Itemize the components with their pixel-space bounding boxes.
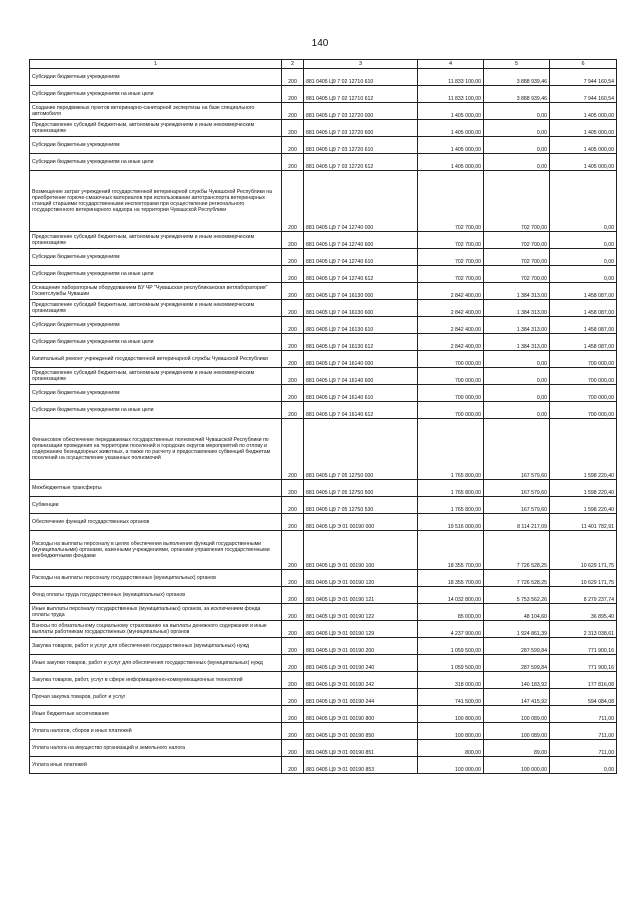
row-approved: 702 700,00 xyxy=(418,266,484,283)
table-row xyxy=(30,232,617,249)
row-approved: 1 405 000,00 xyxy=(418,120,484,137)
row-name: Предоставление субсидий бюджетным, автономным учреждениям и иным некоммерческим организациям xyxy=(30,232,282,249)
table-row xyxy=(30,621,617,638)
row-code: 200 xyxy=(282,587,304,604)
row-executed: 3 888 939,46 xyxy=(484,69,550,86)
row-code: 200 xyxy=(282,385,304,402)
row-code: 200 xyxy=(282,419,304,480)
row-remainder: 0,00 xyxy=(550,757,617,774)
row-approved: 700 000,00 xyxy=(418,368,484,385)
row-code: 200 xyxy=(282,740,304,757)
row-name: Субсидии бюджетным учреждениям xyxy=(30,137,282,154)
row-remainder: 711,00 xyxy=(550,740,617,757)
table-row xyxy=(30,137,617,154)
row-remainder: 7 944 160,54 xyxy=(550,86,617,103)
row-approved: 800,00 xyxy=(418,740,484,757)
row-kbk: 881 0405 Ц9 7 04 16140 610 xyxy=(304,385,418,402)
table-row xyxy=(30,154,617,171)
table-row xyxy=(30,368,617,385)
row-remainder: 700 000,00 xyxy=(550,402,617,419)
row-code: 200 xyxy=(282,531,304,570)
row-approved: 2 842 400,00 xyxy=(418,300,484,317)
row-approved: 1 405 000,00 xyxy=(418,137,484,154)
row-remainder: 711,00 xyxy=(550,706,617,723)
row-executed: 8 114 217,09 xyxy=(484,514,550,531)
row-remainder: 36 895,40 xyxy=(550,604,617,621)
row-name: Закупка товаров, работ и услуг для обеспечения государственных (муниципальных) нужд xyxy=(30,638,282,655)
row-approved: 1 059 500,00 xyxy=(418,655,484,672)
row-kbk: 881 0405 Ц9 Э 01 00190 100 xyxy=(304,531,418,570)
row-code: 200 xyxy=(282,514,304,531)
row-kbk: 881 0405 Ц9 7 04 16130 612 xyxy=(304,334,418,351)
row-code: 200 xyxy=(282,706,304,723)
row-remainder: 771 900,16 xyxy=(550,638,617,655)
row-code: 200 xyxy=(282,300,304,317)
row-remainder: 1 598 220,40 xyxy=(550,497,617,514)
row-executed: 3 888 939,46 xyxy=(484,86,550,103)
table-row xyxy=(30,480,617,497)
row-name: Финансовое обеспечение передаваемых государственных полномочий Чувашской Республики по организации проведения на территории поселений и городских округов мероприятий по отлову и содержанию безнадзорных животных, а также по расчету и предоставлению субвенций бюджетам поселений на осуществление указанных полномочий xyxy=(30,419,282,480)
row-remainder: 1 405 000,00 xyxy=(550,103,617,120)
row-approved: 1 059 500,00 xyxy=(418,638,484,655)
column-header-5: 5 xyxy=(484,60,550,69)
row-code: 200 xyxy=(282,604,304,621)
row-code: 200 xyxy=(282,497,304,514)
row-name: Иные бюджетные ассигнования xyxy=(30,706,282,723)
table-row xyxy=(30,120,617,137)
row-name: Предоставление субсидий бюджетным, автономным учреждениям и иным некоммерческим организациям xyxy=(30,368,282,385)
row-code: 200 xyxy=(282,638,304,655)
row-approved: 1 405 000,00 xyxy=(418,103,484,120)
row-code: 200 xyxy=(282,570,304,587)
row-kbk: 881 0405 Ц9 7 05 12750 000 xyxy=(304,419,418,480)
row-approved: 702 700,00 xyxy=(418,232,484,249)
row-name: Субвенции xyxy=(30,497,282,514)
row-code: 200 xyxy=(282,137,304,154)
row-executed: 140 183,92 xyxy=(484,672,550,689)
row-executed: 48 104,60 xyxy=(484,604,550,621)
row-executed: 0,00 xyxy=(484,137,550,154)
row-executed: 5 753 562,26 xyxy=(484,587,550,604)
row-code: 200 xyxy=(282,480,304,497)
row-code: 200 xyxy=(282,103,304,120)
row-name: Субсидии бюджетным учреждениям xyxy=(30,385,282,402)
row-executed: 89,00 xyxy=(484,740,550,757)
row-name: Межбюджетные трансферты xyxy=(30,480,282,497)
table-row xyxy=(30,587,617,604)
row-executed: 702 700,00 xyxy=(484,171,550,232)
row-remainder: 1 405 000,00 xyxy=(550,154,617,171)
table-row xyxy=(30,740,617,757)
row-executed: 287 599,84 xyxy=(484,638,550,655)
column-header-2: 2 xyxy=(282,60,304,69)
row-name: Субсидии бюджетным учреждениям на иные цели xyxy=(30,334,282,351)
row-approved: 18 355 700,00 xyxy=(418,531,484,570)
page-number: 140 xyxy=(311,38,329,49)
column-header-1: 1 xyxy=(30,60,282,69)
table-row xyxy=(30,249,617,266)
table-row xyxy=(30,514,617,531)
row-code: 200 xyxy=(282,86,304,103)
row-name: Уплата налога на имущество организаций и земельного налога xyxy=(30,740,282,757)
row-kbk: 881 0405 Ц9 7 04 16140 612 xyxy=(304,402,418,419)
row-name: Закупка товаров, работ, услуг в сфере информационно-коммуникационных технологий xyxy=(30,672,282,689)
row-approved: 19 516 000,00 xyxy=(418,514,484,531)
table-row xyxy=(30,69,617,86)
row-name: Прочая закупка товаров, работ и услуг xyxy=(30,689,282,706)
row-approved: 2 842 400,00 xyxy=(418,334,484,351)
row-kbk: 881 0405 Ц9 Э 01 00190 244 xyxy=(304,689,418,706)
row-executed: 0,00 xyxy=(484,368,550,385)
row-approved: 318 000,00 xyxy=(418,672,484,689)
table-row xyxy=(30,497,617,514)
row-kbk: 881 0405 Ц9 Э 01 00190 122 xyxy=(304,604,418,621)
row-executed: 167 579,60 xyxy=(484,497,550,514)
row-name: Субсидии бюджетным учреждениям на иные цели xyxy=(30,154,282,171)
row-remainder: 10 629 171,75 xyxy=(550,570,617,587)
row-code: 200 xyxy=(282,249,304,266)
table-row xyxy=(30,300,617,317)
row-executed: 1 384 313,00 xyxy=(484,334,550,351)
row-kbk: 881 0405 Ц9 7 04 16130 600 xyxy=(304,300,418,317)
row-code: 200 xyxy=(282,69,304,86)
row-approved: 11 833 100,00 xyxy=(418,69,484,86)
row-remainder: 8 279 237,74 xyxy=(550,587,617,604)
row-executed: 1 384 313,00 xyxy=(484,283,550,300)
row-remainder: 0,00 xyxy=(550,266,617,283)
row-remainder: 1 598 220,40 xyxy=(550,480,617,497)
row-name: Иные выплаты персоналу государственных (муниципальных) органов, за исключением фонда оплаты труда xyxy=(30,604,282,621)
row-name: Субсидии бюджетным учреждениям на иные цели xyxy=(30,266,282,283)
row-executed: 0,00 xyxy=(484,103,550,120)
table-row xyxy=(30,570,617,587)
table-row xyxy=(30,655,617,672)
row-approved: 2 842 400,00 xyxy=(418,317,484,334)
row-code: 200 xyxy=(282,402,304,419)
row-remainder: 177 816,08 xyxy=(550,672,617,689)
row-remainder: 2 313 038,61 xyxy=(550,621,617,638)
row-approved: 741 500,00 xyxy=(418,689,484,706)
row-approved: 18 355 700,00 xyxy=(418,570,484,587)
row-kbk: 881 0405 Ц9 Э 01 00190 850 xyxy=(304,723,418,740)
row-code: 200 xyxy=(282,351,304,368)
row-executed: 167 579,60 xyxy=(484,419,550,480)
row-remainder: 1 458 087,00 xyxy=(550,283,617,300)
row-kbk: 881 0405 Ц9 7 04 12740 612 xyxy=(304,266,418,283)
row-remainder: 1 458 087,00 xyxy=(550,334,617,351)
row-approved: 1 765 800,00 xyxy=(418,480,484,497)
row-approved: 700 000,00 xyxy=(418,385,484,402)
row-executed: 147 415,92 xyxy=(484,689,550,706)
table-row xyxy=(30,86,617,103)
row-remainder: 700 000,00 xyxy=(550,351,617,368)
row-kbk: 881 0405 Ц9 Э 01 00190 129 xyxy=(304,621,418,638)
row-approved: 100 000,00 xyxy=(418,757,484,774)
row-kbk: 881 0405 Ц9 7 04 16130 000 xyxy=(304,283,418,300)
row-remainder: 1 598 220,40 xyxy=(550,419,617,480)
row-kbk: 881 0405 Ц9 7 04 12740 000 xyxy=(304,171,418,232)
row-executed: 0,00 xyxy=(484,402,550,419)
row-name: Предоставление субсидий бюджетным, автономным учреждениям и иным некоммерческим организациям xyxy=(30,300,282,317)
row-remainder: 771 900,16 xyxy=(550,655,617,672)
row-approved: 700 000,00 xyxy=(418,402,484,419)
row-kbk: 881 0405 Ц9 Э 01 00190 121 xyxy=(304,587,418,604)
row-code: 200 xyxy=(282,757,304,774)
table-row xyxy=(30,266,617,283)
row-code: 200 xyxy=(282,266,304,283)
row-name: Расходы на выплаты персоналу государственных (муниципальных) органов xyxy=(30,570,282,587)
row-executed: 1 924 861,39 xyxy=(484,621,550,638)
row-remainder: 1 458 087,00 xyxy=(550,300,617,317)
row-kbk: 881 0405 Ц9 7 03 12720 600 xyxy=(304,120,418,137)
row-remainder: 0,00 xyxy=(550,232,617,249)
row-kbk: 881 0405 Ц9 7 02 12710 612 xyxy=(304,86,418,103)
row-executed: 0,00 xyxy=(484,154,550,171)
row-code: 200 xyxy=(282,154,304,171)
row-kbk: 881 0405 Ц9 7 05 12750 530 xyxy=(304,497,418,514)
row-kbk: 881 0405 Ц9 7 04 12740 600 xyxy=(304,232,418,249)
row-kbk: 881 0405 Ц9 7 05 12750 500 xyxy=(304,480,418,497)
row-executed: 0,00 xyxy=(484,385,550,402)
table-row xyxy=(30,604,617,621)
row-remainder: 11 401 782,91 xyxy=(550,514,617,531)
column-header-6: 6 xyxy=(550,60,617,69)
column-header-3: 3 xyxy=(304,60,418,69)
row-approved: 702 700,00 xyxy=(418,171,484,232)
row-remainder: 1 405 000,00 xyxy=(550,137,617,154)
table-header-row xyxy=(30,60,617,69)
row-executed: 1 384 313,00 xyxy=(484,300,550,317)
table-row xyxy=(30,706,617,723)
row-approved: 1 765 800,00 xyxy=(418,419,484,480)
row-executed: 167 579,60 xyxy=(484,480,550,497)
row-executed: 0,00 xyxy=(484,120,550,137)
row-kbk: 881 0405 Ц9 7 04 12740 610 xyxy=(304,249,418,266)
table-row xyxy=(30,317,617,334)
row-approved: 4 237 900,00 xyxy=(418,621,484,638)
row-executed: 7 726 528,25 xyxy=(484,570,550,587)
row-remainder: 0,00 xyxy=(550,249,617,266)
table-row xyxy=(30,419,617,480)
table-row xyxy=(30,103,617,120)
row-kbk: 881 0405 Ц9 7 02 12710 610 xyxy=(304,69,418,86)
row-remainder: 10 629 171,75 xyxy=(550,531,617,570)
row-name: Возмещение затрат учреждений государственной ветеринарной службы Чувашской Республики на приобретение горюче-смазочных материалов при использовании автотранспорта ветеринарных станций старшими государственными инспекторами при осуществлении регионального государственного ветеринарного надзора на территории Чувашской Республики xyxy=(30,171,282,232)
row-approved: 1 405 000,00 xyxy=(418,154,484,171)
row-executed: 100 000,00 xyxy=(484,757,550,774)
row-name: Иные закупки товаров, работ и услуг для обеспечения государственных (муниципальных) нужд xyxy=(30,655,282,672)
table-row xyxy=(30,402,617,419)
row-code: 200 xyxy=(282,655,304,672)
row-executed: 100 089,00 xyxy=(484,723,550,740)
row-remainder: 700 000,00 xyxy=(550,368,617,385)
table-row xyxy=(30,672,617,689)
table-row xyxy=(30,334,617,351)
row-name: Взносы по обязательному социальному страхованию на выплаты денежного содержания и иные выплаты работникам государственных (муниципальных) органов xyxy=(30,621,282,638)
row-approved: 100 800,00 xyxy=(418,706,484,723)
row-name: Уплата иных платежей xyxy=(30,757,282,774)
row-approved: 702 700,00 xyxy=(418,249,484,266)
table-row xyxy=(30,723,617,740)
row-kbk: 881 0405 Ц9 7 03 12720 612 xyxy=(304,154,418,171)
row-approved: 700 000,00 xyxy=(418,351,484,368)
row-name: Субсидии бюджетным учреждениям на иные цели xyxy=(30,86,282,103)
budget-execution-table xyxy=(29,59,617,774)
row-executed: 1 384 313,00 xyxy=(484,317,550,334)
row-code: 200 xyxy=(282,171,304,232)
row-remainder: 594 084,08 xyxy=(550,689,617,706)
row-name: Фонд оплаты труда государственных (муниципальных) органов xyxy=(30,587,282,604)
row-code: 200 xyxy=(282,232,304,249)
row-kbk: 881 0405 Ц9 Э 01 00190 242 xyxy=(304,672,418,689)
row-name: Уплата налогов, сборов и иных платежей xyxy=(30,723,282,740)
row-code: 200 xyxy=(282,723,304,740)
table-row xyxy=(30,171,617,232)
table-row xyxy=(30,757,617,774)
row-remainder: 711,00 xyxy=(550,723,617,740)
row-name: Капитальный ремонт учреждений государственной ветеринарной службы Чувашской Республики xyxy=(30,351,282,368)
row-remainder: 700 000,00 xyxy=(550,385,617,402)
row-approved: 1 765 800,00 xyxy=(418,497,484,514)
row-kbk: 881 0405 Ц9 Э 01 00190 853 xyxy=(304,757,418,774)
row-executed: 7 726 528,25 xyxy=(484,531,550,570)
row-executed: 0,00 xyxy=(484,351,550,368)
column-header-4: 4 xyxy=(418,60,484,69)
row-approved: 85 000,00 xyxy=(418,604,484,621)
row-code: 200 xyxy=(282,317,304,334)
row-kbk: 881 0405 Ц9 Э 01 00190 800 xyxy=(304,706,418,723)
table-row xyxy=(30,385,617,402)
row-kbk: 881 0405 Ц9 Э 01 00190 120 xyxy=(304,570,418,587)
row-code: 200 xyxy=(282,672,304,689)
row-approved: 2 842 400,00 xyxy=(418,283,484,300)
row-code: 200 xyxy=(282,334,304,351)
row-code: 200 xyxy=(282,621,304,638)
row-approved: 14 032 800,00 xyxy=(418,587,484,604)
row-name: Субсидии бюджетным учреждениям xyxy=(30,69,282,86)
row-kbk: 881 0405 Ц9 Э 01 00190 000 xyxy=(304,514,418,531)
row-name: Субсидии бюджетным учреждениям xyxy=(30,317,282,334)
row-name: Оснащение лабораторным оборудованием БУ ЧР "Чувашская республиканская ветлаборатория" Госветслужбы Чувашии xyxy=(30,283,282,300)
row-kbk: 881 0405 Ц9 7 03 12720 000 xyxy=(304,103,418,120)
row-kbk: 881 0405 Ц9 7 04 16140 000 xyxy=(304,351,418,368)
row-kbk: 881 0405 Ц9 Э 01 00190 200 xyxy=(304,638,418,655)
row-name: Создание передвижных пунктов ветеринарно-санитарной экспертизы на базе специального автомобиля xyxy=(30,103,282,120)
table-row xyxy=(30,689,617,706)
row-executed: 702 700,00 xyxy=(484,232,550,249)
row-code: 200 xyxy=(282,283,304,300)
row-name: Обеспечение функций государственных органов xyxy=(30,514,282,531)
row-remainder: 1 405 000,00 xyxy=(550,120,617,137)
table-body xyxy=(30,69,617,774)
row-executed: 100 089,00 xyxy=(484,706,550,723)
row-kbk: 881 0405 Ц9 Э 01 00190 851 xyxy=(304,740,418,757)
table-row xyxy=(30,638,617,655)
row-approved: 100 800,00 xyxy=(418,723,484,740)
row-name: Предоставление субсидий бюджетным, автономным учреждениям и иным некоммерческим организациям xyxy=(30,120,282,137)
row-remainder: 7 944 160,54 xyxy=(550,69,617,86)
row-name: Субсидии бюджетным учреждениям на иные цели xyxy=(30,402,282,419)
row-kbk: 881 0405 Ц9 7 03 12720 610 xyxy=(304,137,418,154)
table-row xyxy=(30,351,617,368)
row-executed: 702 700,00 xyxy=(484,249,550,266)
row-executed: 702 700,00 xyxy=(484,266,550,283)
row-remainder: 1 458 087,00 xyxy=(550,317,617,334)
row-approved: 11 833 100,00 xyxy=(418,86,484,103)
row-name: Расходы на выплаты персоналу в целях обеспечения выполнения функций государственными (муниципальными) органами, казенными учреждениями, органами управления государственными внебюджетными фондами xyxy=(30,531,282,570)
row-code: 200 xyxy=(282,689,304,706)
row-code: 200 xyxy=(282,368,304,385)
row-remainder: 0,00 xyxy=(550,171,617,232)
row-kbk: 881 0405 Ц9 Э 01 00190 240 xyxy=(304,655,418,672)
row-executed: 287 599,84 xyxy=(484,655,550,672)
row-name: Субсидии бюджетным учреждениям xyxy=(30,249,282,266)
row-code: 200 xyxy=(282,120,304,137)
table-row xyxy=(30,531,617,570)
row-kbk: 881 0405 Ц9 7 04 16140 600 xyxy=(304,368,418,385)
table-row xyxy=(30,283,617,300)
row-kbk: 881 0405 Ц9 7 04 16130 610 xyxy=(304,317,418,334)
